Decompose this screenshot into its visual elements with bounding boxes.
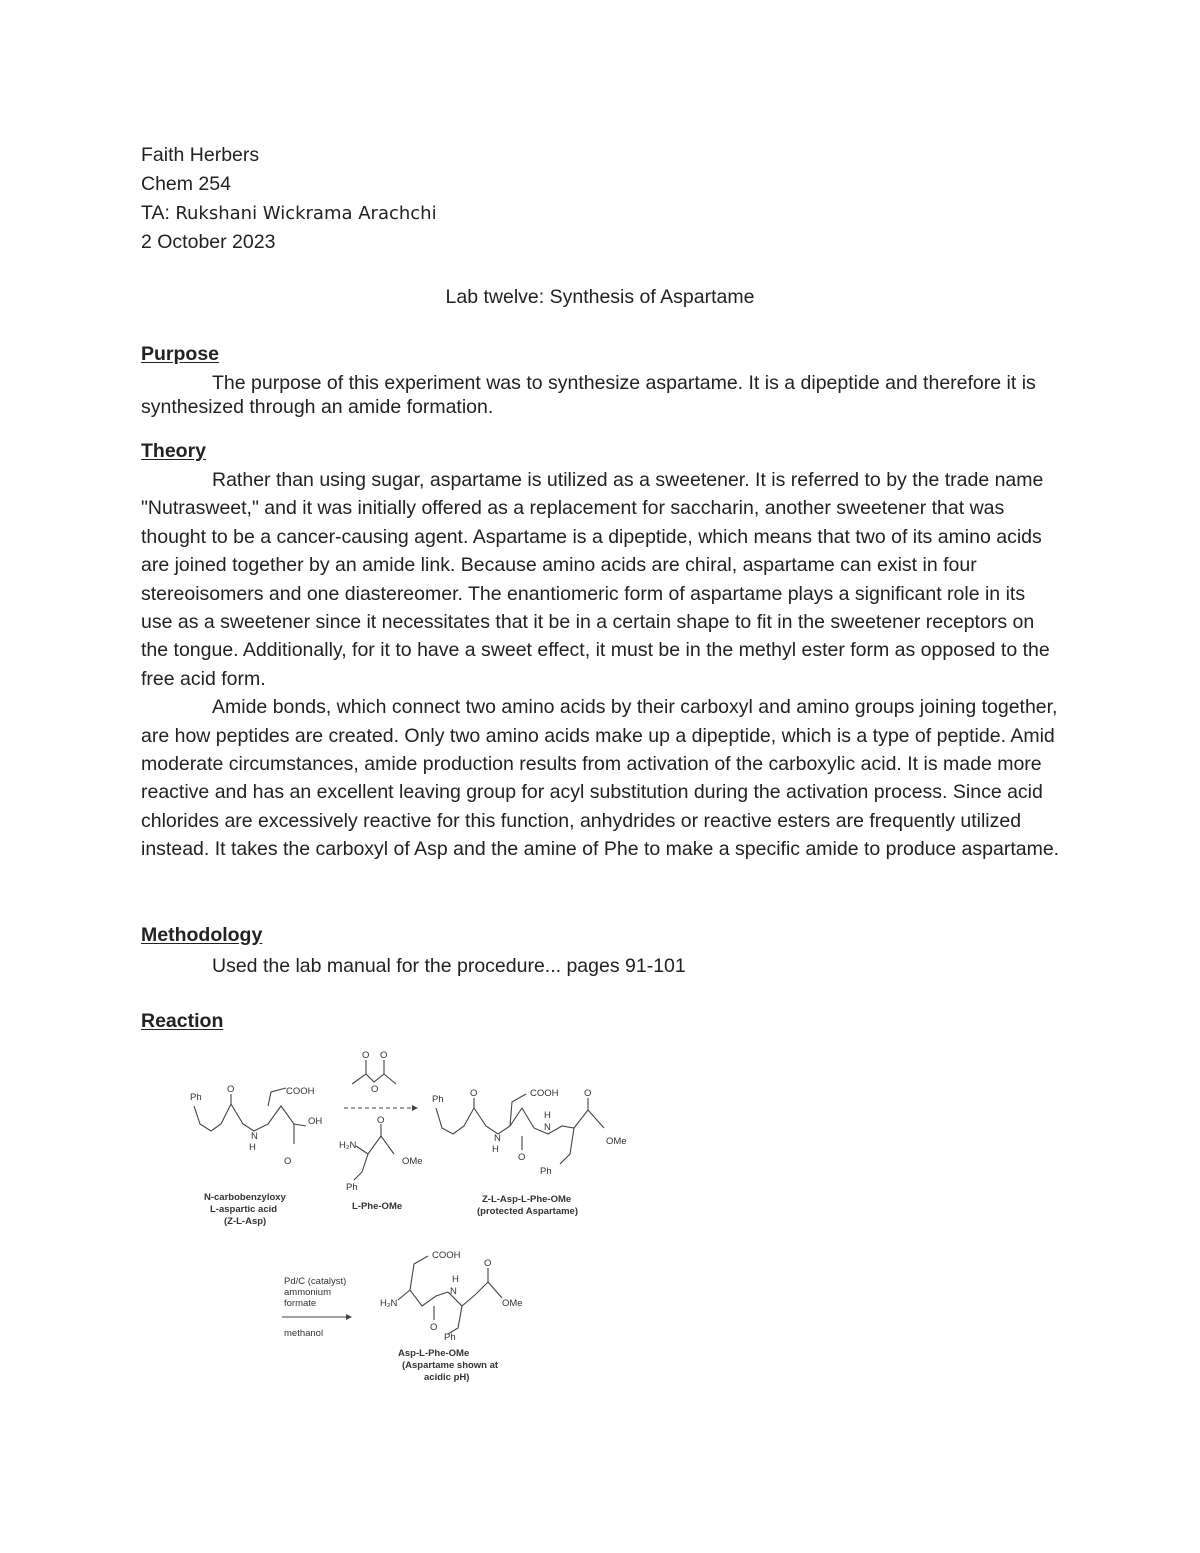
- protected-aspartame-structure: [432, 1088, 627, 1177]
- atom-o: O: [470, 1088, 478, 1099]
- conditions-line2: ammonium: [284, 1287, 331, 1298]
- conditions-line4: methanol: [284, 1328, 324, 1339]
- reaction-scheme: [176, 1044, 646, 1394]
- ta-name: Rukshani Wickrama Arachchi: [175, 203, 437, 224]
- atom-ph: Ph: [190, 1092, 202, 1103]
- product2-label-line2: (Aspartame shown at: [402, 1360, 499, 1371]
- atom-o: O: [371, 1084, 379, 1095]
- theory-paragraph-1: Rather than using sugar, aspartame is utilized as a sweetener. It is referred to by the trade name "Nutrasweet," and it was initially offered as a replacement for saccharin, another sweetener that was thought to be a cancer-causing agent. Aspartame is a dipeptide, which means that two of its amino acids are joined together by an amide link. Because amino acids are chiral, aspartame can exist in four stereoisomers and one diastereomer. The enantiomeric form of aspartame plays a significant role in its use as a sweetener since it necessitates that it be in a certain shape to fit in the sweetener receptors on the tongue. Additionally, for it to have a sweet effect, it must be in the methyl ester form as opposed to the free acid form.: [141, 469, 1050, 690]
- atom-h2n: H₂N: [380, 1298, 398, 1309]
- atom-ph: Ph: [346, 1182, 358, 1193]
- anhydride-structure: [352, 1050, 396, 1095]
- author-name: Faith Herbers: [141, 144, 260, 166]
- ta-line: [141, 199, 437, 228]
- methodology-text: [141, 952, 1061, 980]
- atom-n: N: [544, 1122, 551, 1133]
- product2-label-line3: acidic pH): [424, 1372, 470, 1383]
- l-phe-ome-structure: [339, 1115, 423, 1193]
- atom-ph: Ph: [444, 1332, 456, 1343]
- atom-h: H: [544, 1110, 551, 1121]
- atom-n: N: [251, 1131, 258, 1142]
- purpose-paragraph: The purpose of this experiment was to synthesize aspartame. It is a dipeptide and therefore it is synthesized through an amide formation.: [141, 372, 1036, 418]
- purpose-heading: Purpose: [141, 343, 220, 365]
- atom-ome: OMe: [402, 1156, 423, 1167]
- atom-h2n: H₂N: [339, 1140, 357, 1151]
- report-title: Lab twelve: Synthesis of Aspartame: [445, 286, 755, 308]
- atom-o: O: [584, 1088, 592, 1099]
- atom-oh: OH: [308, 1116, 323, 1127]
- atom-h: H: [452, 1274, 459, 1285]
- ta-prefix: TA:: [141, 202, 176, 224]
- atom-ph: Ph: [432, 1094, 444, 1105]
- atom-o: O: [362, 1050, 370, 1061]
- atom-ome: OMe: [606, 1136, 627, 1147]
- atom-o: O: [284, 1156, 292, 1167]
- reactant1-label-line3: (Z-L-Asp): [224, 1216, 267, 1227]
- course-name: Chem 254: [141, 173, 231, 195]
- atom-cooh: COOH: [530, 1088, 559, 1099]
- atom-n: N: [450, 1286, 457, 1297]
- document-header: [141, 141, 437, 257]
- atom-cooh: COOH: [286, 1086, 315, 1097]
- atom-o: O: [380, 1050, 388, 1061]
- product1-label-line1: Z-L-Asp-L-Phe-OMe: [482, 1194, 572, 1205]
- atom-h: H: [249, 1142, 256, 1153]
- atom-o: O: [377, 1115, 385, 1126]
- reactant1-label-line1: N-carbobenzyloxy: [204, 1192, 286, 1203]
- reactant1-label-line2: L-aspartic acid: [210, 1204, 278, 1215]
- atom-n: N: [494, 1133, 501, 1144]
- theory-heading: Theory: [141, 440, 207, 462]
- atom-h: H: [492, 1144, 499, 1155]
- conditions-line3: formate: [284, 1298, 317, 1309]
- theory-text: [141, 466, 1061, 864]
- reaction-heading: Reaction: [141, 1010, 224, 1032]
- atom-ph: Ph: [540, 1166, 552, 1177]
- atom-cooh: COOH: [432, 1250, 461, 1261]
- theory-paragraph-2: Amide bonds, which connect two amino acids by their carboxyl and amino groups joining together, are how peptides are created. Only two amino acids make up a dipeptide, which is a type of peptide. Amid moderate circumstances, amide production results from activation of the carboxylic acid. It is made more reactive and has an excellent leaving group for acyl substitution during the activation process. Since acid chlorides are excessively reactive for this function, anhydrides or reactive esters are frequently utilized instead. It takes the carboxyl of Asp and the amine of Phe to make a specific amide to produce aspartame.: [141, 696, 1060, 861]
- methodology-paragraph: Used the lab manual for the procedure... pages 91-101: [212, 955, 686, 977]
- purpose-text: [141, 371, 1061, 419]
- atom-o: O: [227, 1084, 235, 1095]
- atom-ome: OMe: [502, 1298, 523, 1309]
- product1-label-line2: (protected Aspartame): [477, 1206, 579, 1217]
- reaction-scheme-drawing: [176, 1044, 646, 1394]
- conditions-line1: Pd/C (catalyst): [284, 1276, 347, 1287]
- atom-o: O: [518, 1152, 526, 1163]
- methodology-heading: Methodology: [141, 924, 263, 946]
- product2-label-line1: Asp-L-Phe-OMe: [398, 1348, 470, 1359]
- z-l-asp-structure: [190, 1084, 322, 1167]
- atom-o: O: [430, 1322, 438, 1333]
- report-date: 2 October 2023: [141, 231, 276, 253]
- aspartame-structure: [380, 1250, 523, 1343]
- atom-o: O: [484, 1258, 492, 1269]
- reactant2-label: L-Phe-OMe: [352, 1201, 403, 1212]
